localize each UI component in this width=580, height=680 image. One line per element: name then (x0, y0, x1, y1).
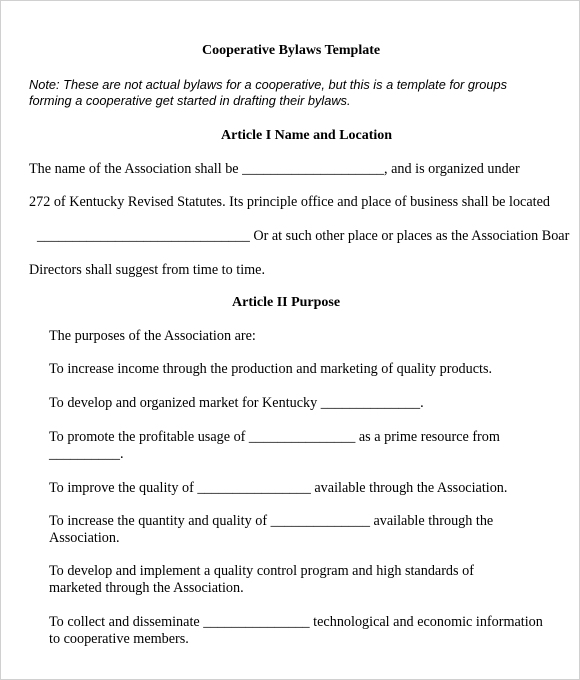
article-1-line-2: 272 of Kentucky Revised Statutes. Its principle office and place of business shall be located (29, 194, 550, 210)
purpose-item-5-line-2: Association. (49, 530, 120, 546)
purpose-item-3-line-2: __________. (49, 446, 124, 462)
purpose-item-1: To increase income through the production and marketing of quality products. (49, 361, 493, 377)
note-line-1: Note: These are not actual bylaws for a cooperative, but this is a template for groups (29, 77, 508, 92)
purpose-item-6-line-2: marketed through the Association. (49, 580, 244, 596)
purpose-item-7-line-2: to cooperative members. (49, 631, 189, 647)
article-2-intro: The purposes of the Association are: (49, 328, 256, 344)
article-1-line-1: The name of the Association shall be ____________________, and is organized under (29, 161, 520, 177)
article-2-heading: Article II Purpose (232, 295, 341, 310)
purpose-item-4: To improve the quality of ________________ available through the Association. (49, 480, 508, 496)
document-title: Cooperative Bylaws Template (202, 43, 381, 58)
article-1-line-4: Directors shall suggest from time to time. (29, 262, 266, 278)
article-1-line-3: ______________________________ Or at such other place or places as the Association Boar (37, 228, 570, 244)
purpose-item-7-line-1: To collect and disseminate _______________ technological and economic information (49, 614, 543, 630)
purpose-item-2: To develop and organized market for Kentucky ______________. (49, 395, 424, 411)
note-line-2: forming a cooperative get started in drafting their bylaws. (29, 93, 351, 108)
article-1-heading: Article I Name and Location (221, 128, 393, 143)
purpose-item-5-line-1: To increase the quantity and quality of ______________ available through the (49, 513, 494, 529)
purpose-item-6-line-1: To develop and implement a quality control program and high standards of (49, 563, 474, 579)
purpose-item-3-line-1: To promote the profitable usage of _______________ as a prime resource from (49, 429, 500, 445)
